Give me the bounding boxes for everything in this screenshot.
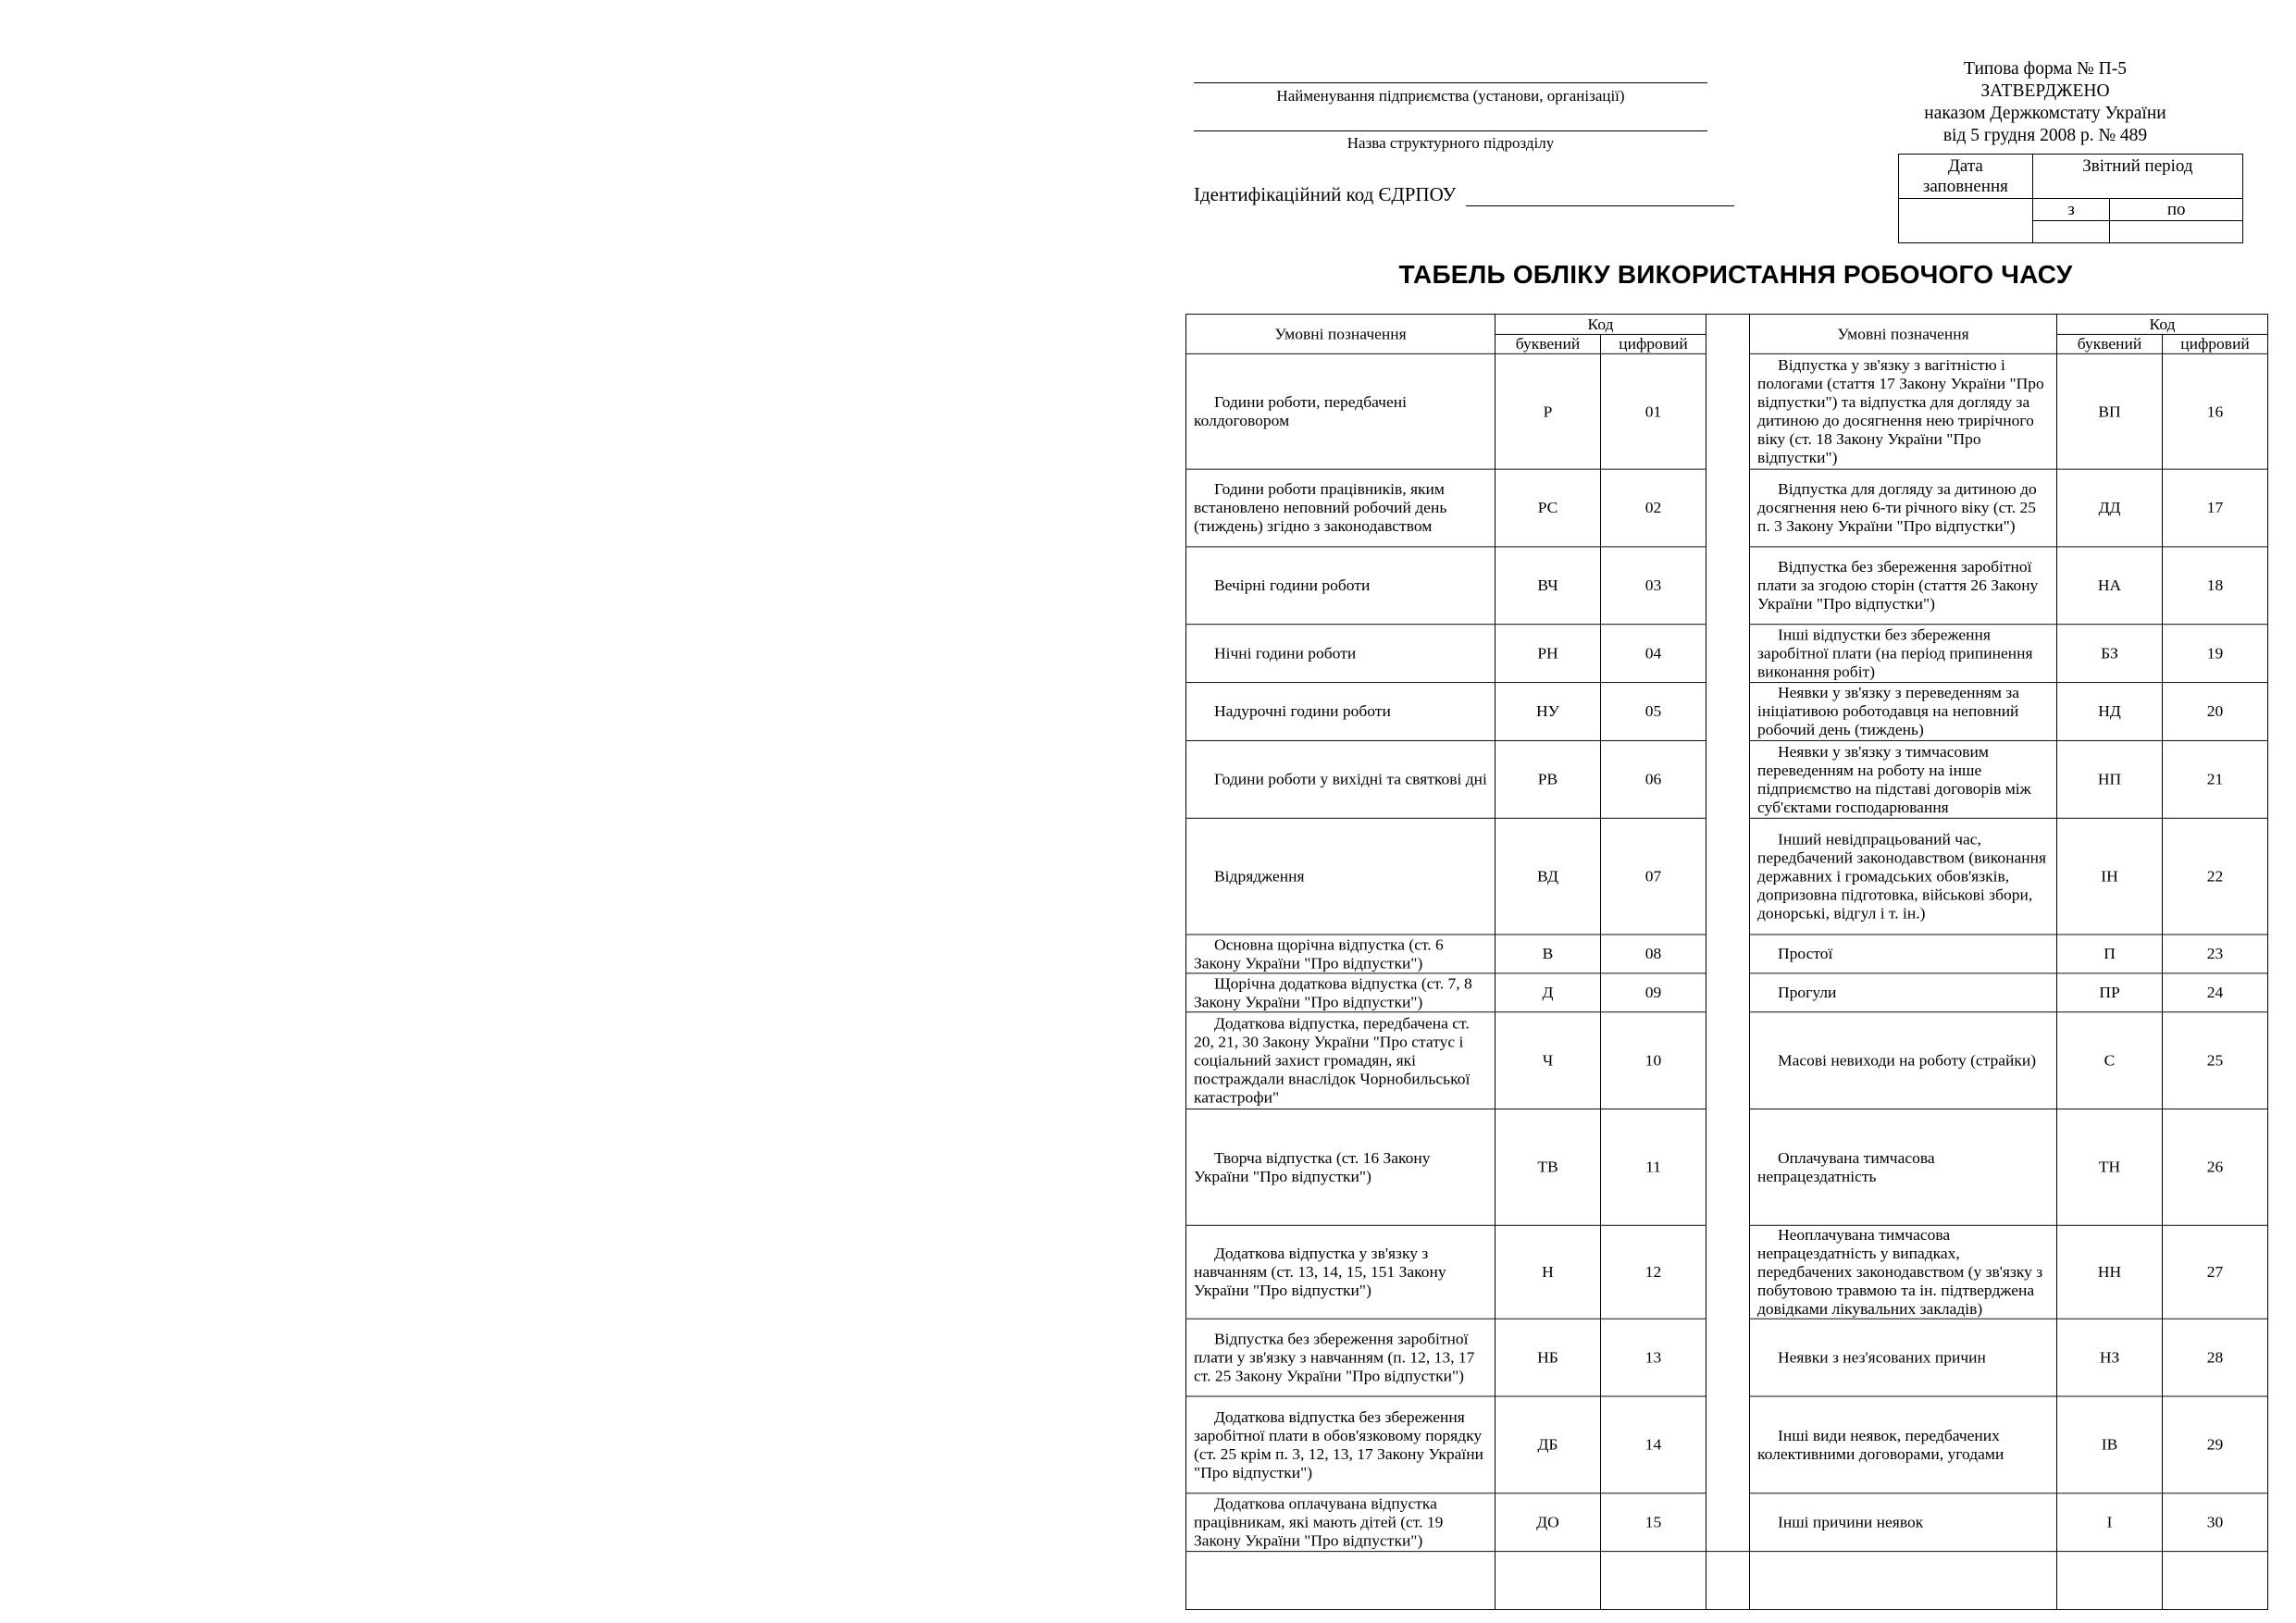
- left-code-digit: 10: [1601, 1012, 1706, 1109]
- left-code-letter: НУ: [1496, 683, 1601, 741]
- left-code-letter: Д: [1496, 973, 1601, 1012]
- right-code-name: Масові невиходи на роботу (страйки): [1750, 1012, 2057, 1109]
- dept-name-line[interactable]: [1194, 130, 1707, 131]
- left-code-letter: Р: [1496, 353, 1601, 469]
- table-gap: [1706, 818, 1750, 935]
- right-digit-header: цифровий: [2163, 334, 2268, 353]
- left-code-name: Додаткова відпустка, передбачена ст. 20, 21, 30 Закону України "Про статус і соціальний захист громадян, які постраждали внаслідок Чорнобильської катастрофи": [1186, 1012, 1496, 1109]
- table-gap: [1706, 1109, 1750, 1226]
- table-gap: [1706, 683, 1750, 741]
- right-code-name: Інші причини неявок: [1750, 1493, 2057, 1552]
- right-code-letter: НП: [2057, 740, 2163, 818]
- page-title: ТАБЕЛЬ ОБЛІКУ ВИКОРИСТАННЯ РОБОЧОГО ЧАСУ: [1398, 260, 2073, 289]
- left-code-name: Вечірні години роботи: [1186, 547, 1496, 625]
- empty-cell: [2057, 1552, 2163, 1610]
- left-code-digit: 14: [1601, 1396, 1706, 1493]
- code-row: [1186, 1493, 2268, 1552]
- right-code-name: Інші відпустки без збереження заробітної плати (на період припинення виконання робіт): [1750, 625, 2057, 683]
- right-code-name: Неявки з нез'ясованих причин: [1750, 1319, 2057, 1396]
- dept-name-label: Назва структурного підрозділу: [1347, 134, 1555, 152]
- code-row: [1186, 547, 2268, 625]
- table-gap: [1706, 547, 1750, 625]
- right-code-letter: П: [2057, 935, 2163, 973]
- code-row: [1186, 353, 2268, 469]
- code-row: [1186, 818, 2268, 935]
- left-code-letter: Н: [1496, 1225, 1601, 1319]
- right-code-name: Відпустка у зв'язку з вагітністю і пологами (стаття 17 Закону України "Про відпустки") та відпустка для догляду за дитиною до досягнення нею трирічного віку (ст. 18 Закону України "Про відпустки"): [1750, 353, 2057, 469]
- left-code-header: Код: [1496, 314, 1706, 334]
- right-code-digit: 16: [2163, 353, 2268, 469]
- right-code-digit: 21: [2163, 740, 2268, 818]
- left-code-digit: 09: [1601, 973, 1706, 1012]
- right-code-digit: 28: [2163, 1319, 2268, 1396]
- right-code-digit: 19: [2163, 625, 2268, 683]
- left-code-name: Додаткова відпустка без збереження заробітної плати в обов'язковому порядку (ст. 25 крім п. 3, 12, 13, 17 Закону України "Про відпустки"): [1186, 1396, 1496, 1493]
- table-gap: [1706, 740, 1750, 818]
- org-name-label: Найменування підприємства (установи, організації): [1276, 87, 1625, 105]
- left-digit-header: цифровий: [1601, 334, 1706, 353]
- period-table: [1898, 154, 2243, 243]
- right-code-name: Інший невідпрацьований час, передбачений законодавством (виконання державних і громадських обов'язків, допризовна підготовка, військові збори, донорські, відгул і т. ін.): [1750, 818, 2057, 935]
- left-code-name: Додаткова відпустка у зв'язку з навчанням (ст. 13, 14, 15, 151 Закону України "Про відпустки"): [1186, 1225, 1496, 1319]
- left-code-digit: 07: [1601, 818, 1706, 935]
- right-code-digit: 22: [2163, 818, 2268, 935]
- empty-cell: [1186, 1552, 1496, 1610]
- left-code-digit: 03: [1601, 547, 1706, 625]
- right-code-letter: ІН: [2057, 818, 2163, 935]
- right-code-digit: 23: [2163, 935, 2268, 973]
- code-row: [1186, 1396, 2268, 1493]
- left-code-letter: ТВ: [1496, 1109, 1601, 1226]
- code-row: [1186, 1225, 2268, 1319]
- right-code-digit: 18: [2163, 547, 2268, 625]
- right-code-digit: 17: [2163, 469, 2268, 547]
- code-row: [1186, 740, 2268, 818]
- right-code-letter: ВП: [2057, 353, 2163, 469]
- approved-label: ЗАТВЕРДЖЕНО: [1980, 81, 2110, 101]
- left-code-name: Нічні години роботи: [1186, 625, 1496, 683]
- left-code-digit: 04: [1601, 625, 1706, 683]
- period-to-cell[interactable]: [2110, 221, 2243, 243]
- code-row: [1186, 973, 2268, 1012]
- right-code-letter: ДД: [2057, 469, 2163, 547]
- left-code-letter: РН: [1496, 625, 1601, 683]
- left-name-header: Умовні позначення: [1186, 314, 1496, 353]
- codes-table: [1185, 314, 2268, 1610]
- period-to-label: по: [2110, 199, 2243, 221]
- table-gap: [1706, 314, 1750, 353]
- right-code-name: Неоплачувана тимчасова непрацездатність у випадках, передбачених законодавством (у зв'язку з побутовою травмою та ін. підтверджена довідками лікувальних закладів): [1750, 1225, 2057, 1319]
- right-code-name: Оплачувана тимчасова непрацездатність: [1750, 1109, 2057, 1226]
- table-gap: [1706, 1396, 1750, 1493]
- right-code-digit: 24: [2163, 973, 2268, 1012]
- right-code-digit: 26: [2163, 1109, 2268, 1226]
- table-gap: [1706, 625, 1750, 683]
- right-code-name: Відпустка без збереження заробітної плати за згодою сторін (стаття 26 Закону України "Про відпустки"): [1750, 547, 2057, 625]
- code-row: [1186, 1319, 2268, 1396]
- left-code-letter: ДО: [1496, 1493, 1601, 1552]
- left-code-digit: 08: [1601, 935, 1706, 973]
- table-gap: [1706, 935, 1750, 973]
- edrpou-label: Ідентифікаційний код ЄДРПОУ: [1194, 183, 1457, 205]
- right-code-name: Неявки у зв'язку з тимчасовим переведенням на роботу на інше підприємство на підставі договорів між суб'єктами господарювання: [1750, 740, 2057, 818]
- left-code-digit: 13: [1601, 1319, 1706, 1396]
- right-name-header: Умовні позначення: [1750, 314, 2057, 353]
- left-code-name: Години роботи, передбачені колдоговором: [1186, 353, 1496, 469]
- left-code-letter: РВ: [1496, 740, 1601, 818]
- table-gap: [1706, 1225, 1750, 1319]
- period-from-label: з: [2032, 199, 2110, 221]
- left-code-letter: ВД: [1496, 818, 1601, 935]
- right-code-name: Інші види неявок, передбачених колективними договорами, угодами: [1750, 1396, 2057, 1493]
- left-code-name: Години роботи у вихідні та святкові дні: [1186, 740, 1496, 818]
- table-gap: [1706, 1493, 1750, 1552]
- right-code-name: Відпустка для догляду за дитиною до досягнення нею 6-ти річного віку (ст. 25 п. 3 Закону України "Про відпустки"): [1750, 469, 2057, 547]
- form-number: Типова форма № П-5: [1964, 59, 2127, 79]
- right-code-letter: НЗ: [2057, 1319, 2163, 1396]
- empty-cell: [1750, 1552, 2057, 1610]
- right-code-letter: І: [2057, 1493, 2163, 1552]
- report-period-header: Звітний період: [2032, 155, 2242, 199]
- table-gap: [1706, 1552, 1750, 1610]
- fill-date-header: [1899, 155, 2033, 199]
- form-approval-block: [1897, 58, 2193, 147]
- table-gap: [1706, 1319, 1750, 1396]
- code-row: [1186, 935, 2268, 973]
- right-code-digit: 20: [2163, 683, 2268, 741]
- left-code-letter: В: [1496, 935, 1601, 973]
- code-row: [1186, 1012, 2268, 1109]
- left-code-digit: 05: [1601, 683, 1706, 741]
- right-code-header: Код: [2057, 314, 2268, 334]
- right-code-name: Прогули: [1750, 973, 2057, 1012]
- table-gap: [1706, 1012, 1750, 1109]
- code-row: [1186, 625, 2268, 683]
- fill-date-label-1: Дата: [1947, 155, 1983, 176]
- left-code-name: Відпустка без збереження заробітної плати у зв'язку з навчанням (п. 12, 13, 17 ст. 25 Закону України "Про відпустки"): [1186, 1319, 1496, 1396]
- right-code-letter: ІВ: [2057, 1396, 2163, 1493]
- period-from-cell[interactable]: [2032, 221, 2110, 243]
- right-code-letter: ТН: [2057, 1109, 2163, 1226]
- left-code-name: Години роботи працівників, яким встановлено неповний робочий день (тиждень) згідно з законодавством: [1186, 469, 1496, 547]
- approved-date: від 5 грудня 2008 р. № 489: [1942, 126, 2148, 145]
- right-code-letter: С: [2057, 1012, 2163, 1109]
- left-letter-header: буквений: [1496, 334, 1601, 353]
- left-code-letter: ВЧ: [1496, 547, 1601, 625]
- fill-date-label-2: заповнення: [1922, 176, 2008, 196]
- form-page: [1175, 0, 2296, 1623]
- empty-cell: [2163, 1552, 2268, 1610]
- fill-date-cell[interactable]: [1899, 199, 2033, 243]
- left-code-digit: 01: [1601, 353, 1706, 469]
- code-row: [1186, 469, 2268, 547]
- left-code-name: Надурочні години роботи: [1186, 683, 1496, 741]
- right-code-digit: 25: [2163, 1012, 2268, 1109]
- empty-cell: [1496, 1552, 1601, 1610]
- edrpou-input-line[interactable]: [1466, 205, 1734, 206]
- right-code-letter: ПР: [2057, 973, 2163, 1012]
- right-code-letter: НД: [2057, 683, 2163, 741]
- right-code-digit: 30: [2163, 1493, 2268, 1552]
- left-code-name: Основна щорічна відпустка (ст. 6 Закону України "Про відпустки"): [1186, 935, 1496, 973]
- table-gap: [1706, 973, 1750, 1012]
- right-code-letter: НН: [2057, 1225, 2163, 1319]
- codes-body: [1186, 353, 2268, 1609]
- left-code-digit: 06: [1601, 740, 1706, 818]
- left-code-digit: 02: [1601, 469, 1706, 547]
- org-name-line[interactable]: [1194, 82, 1707, 83]
- empty-row: [1186, 1552, 2268, 1610]
- left-code-name: Щорічна додаткова відпустка (ст. 7, 8 Закону України "Про відпустки"): [1186, 973, 1496, 1012]
- table-gap: [1706, 469, 1750, 547]
- left-code-digit: 11: [1601, 1109, 1706, 1226]
- table-gap: [1706, 353, 1750, 469]
- left-code-name: Відрядження: [1186, 818, 1496, 935]
- left-code-digit: 12: [1601, 1225, 1706, 1319]
- left-code-letter: РС: [1496, 469, 1601, 547]
- right-code-digit: 29: [2163, 1396, 2268, 1493]
- empty-cell: [1601, 1552, 1706, 1610]
- left-code-letter: Ч: [1496, 1012, 1601, 1109]
- approved-by: наказом Держкомстату України: [1924, 104, 2166, 123]
- right-code-name: Простої: [1750, 935, 2057, 973]
- code-row: [1186, 683, 2268, 741]
- right-code-name: Неявки у зв'язку з переведенням за ініціативою роботодавця на неповний робочий день (тиждень): [1750, 683, 2057, 741]
- right-code-letter: НА: [2057, 547, 2163, 625]
- left-code-name: Додаткова оплачувана відпустка працівникам, які мають дітей (ст. 19 Закону України "Про відпустки"): [1186, 1493, 1496, 1552]
- right-code-digit: 27: [2163, 1225, 2268, 1319]
- right-letter-header: буквений: [2057, 334, 2163, 353]
- left-code-letter: ДБ: [1496, 1396, 1601, 1493]
- right-code-letter: БЗ: [2057, 625, 2163, 683]
- left-code-letter: НБ: [1496, 1319, 1601, 1396]
- left-code-name: Творча відпустка (ст. 16 Закону України "Про відпустки"): [1186, 1109, 1496, 1226]
- code-row: [1186, 1109, 2268, 1226]
- left-code-digit: 15: [1601, 1493, 1706, 1552]
